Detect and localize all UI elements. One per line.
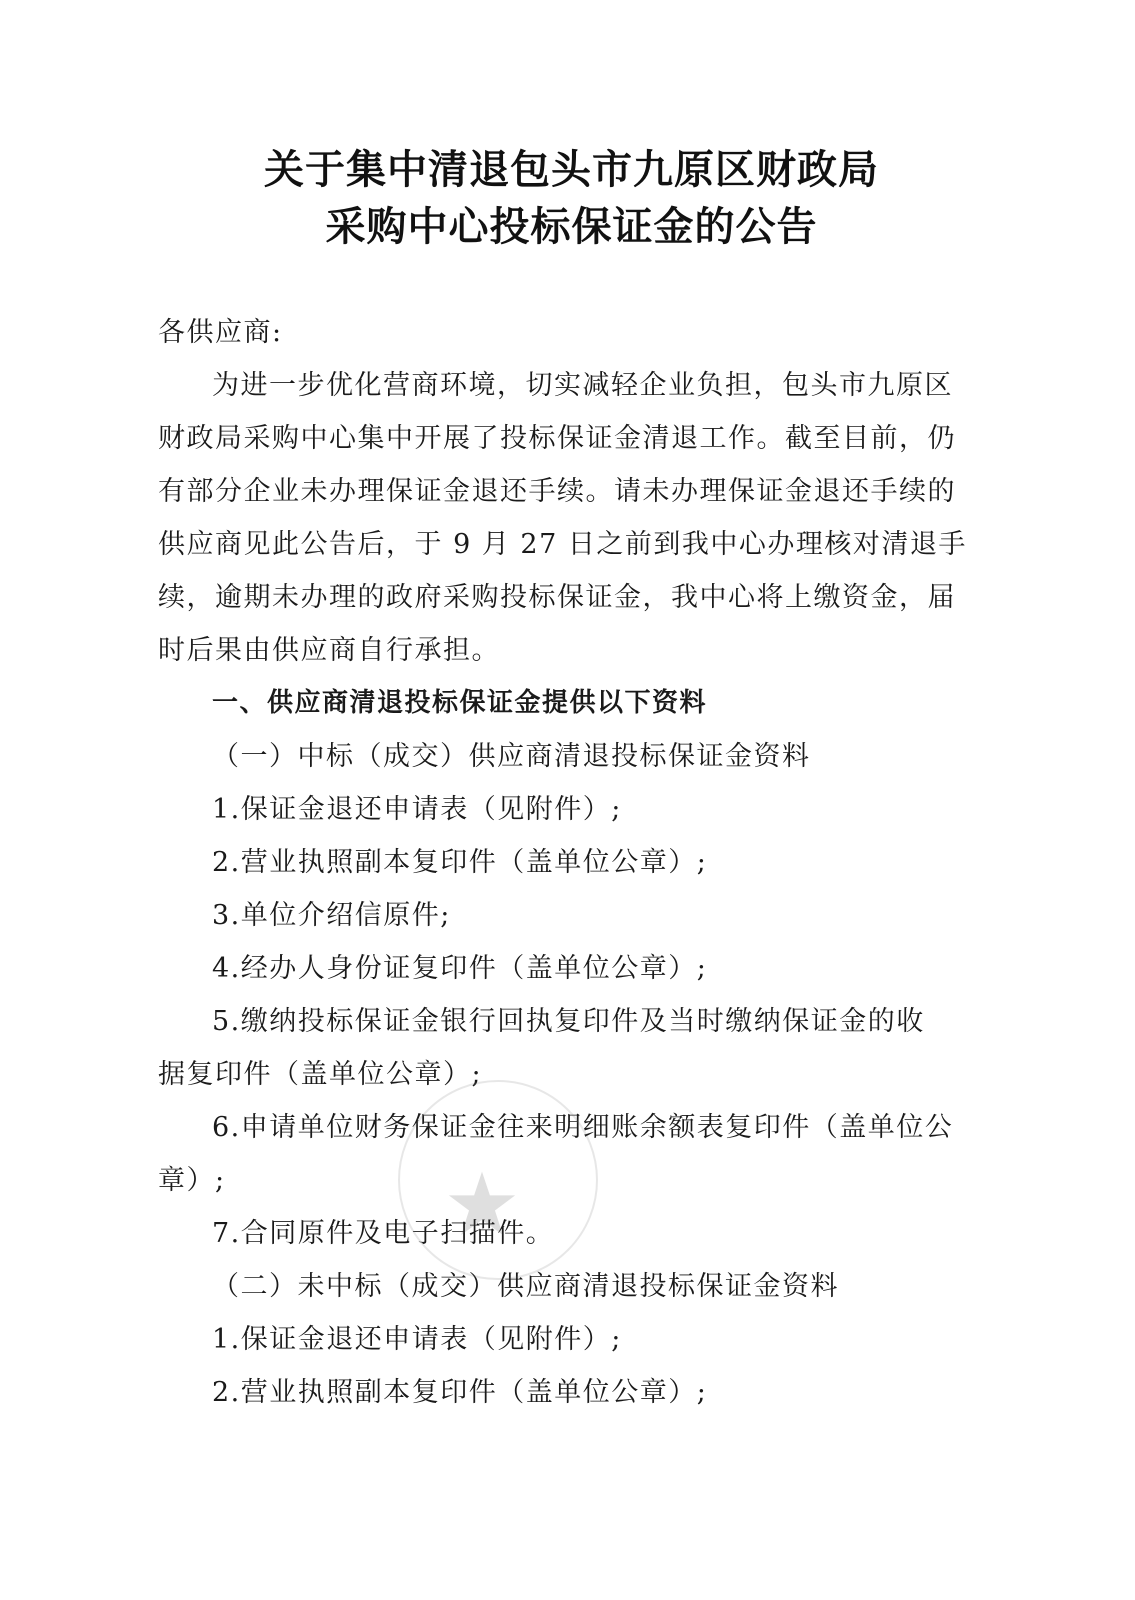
notice-title-line-2: 采购中心投标保证金的公告	[325, 204, 818, 250]
list-item-continuation: 据复印件（盖单位公章）;	[158, 1059, 483, 1090]
intro-line: 供应商见此公告后，于 9 月 27 日之前到我中心办理核对清退手	[158, 529, 967, 560]
list-item: 1.保证金退还申请表（见附件）;	[212, 1324, 622, 1355]
list-item: 3.单位介绍信原件;	[212, 900, 451, 931]
list-item: 2.营业执照副本复印件（盖单位公章）;	[212, 847, 708, 878]
intro-line: 为进一步优化营商环境，切实减轻企业负担，包头市九原区	[212, 370, 953, 401]
subsection-heading: （一）中标（成交）供应商清退投标保证金资料	[212, 741, 811, 772]
intro-line: 续，逾期未办理的政府采购投标保证金，我中心将上缴资金，届	[158, 582, 956, 613]
list-item: 1.保证金退还申请表（见附件）;	[212, 794, 622, 825]
list-item-continuation: 章）;	[158, 1165, 226, 1196]
section-heading: 一、供应商清退投标保证金提供以下资料	[212, 688, 708, 718]
list-item: 2.营业执照副本复印件（盖单位公章）;	[212, 1377, 708, 1408]
salutation: 各供应商:	[158, 317, 283, 348]
notice-title-line-1: 关于集中清退包头市九原区财政局	[264, 147, 879, 193]
list-item: 5.缴纳投标保证金银行回执复印件及当时缴纳保证金的收	[212, 1006, 925, 1037]
list-item: 6.申请单位财务保证金往来明细账余额表复印件（盖单位公	[212, 1112, 954, 1143]
intro-line: 财政局采购中心集中开展了投标保证金清退工作。截至目前，仍	[158, 423, 956, 454]
intro-line: 时后果由供应商自行承担。	[158, 635, 500, 666]
list-item: 4.经办人身份证复印件（盖单位公章）;	[212, 953, 708, 984]
subsection-heading: （二）未中标（成交）供应商清退投标保证金资料	[212, 1271, 839, 1302]
list-item: 7.合同原件及电子扫描件。	[212, 1218, 555, 1249]
intro-line: 有部分企业未办理保证金退还手续。请未办理保证金退还手续的	[158, 476, 956, 507]
